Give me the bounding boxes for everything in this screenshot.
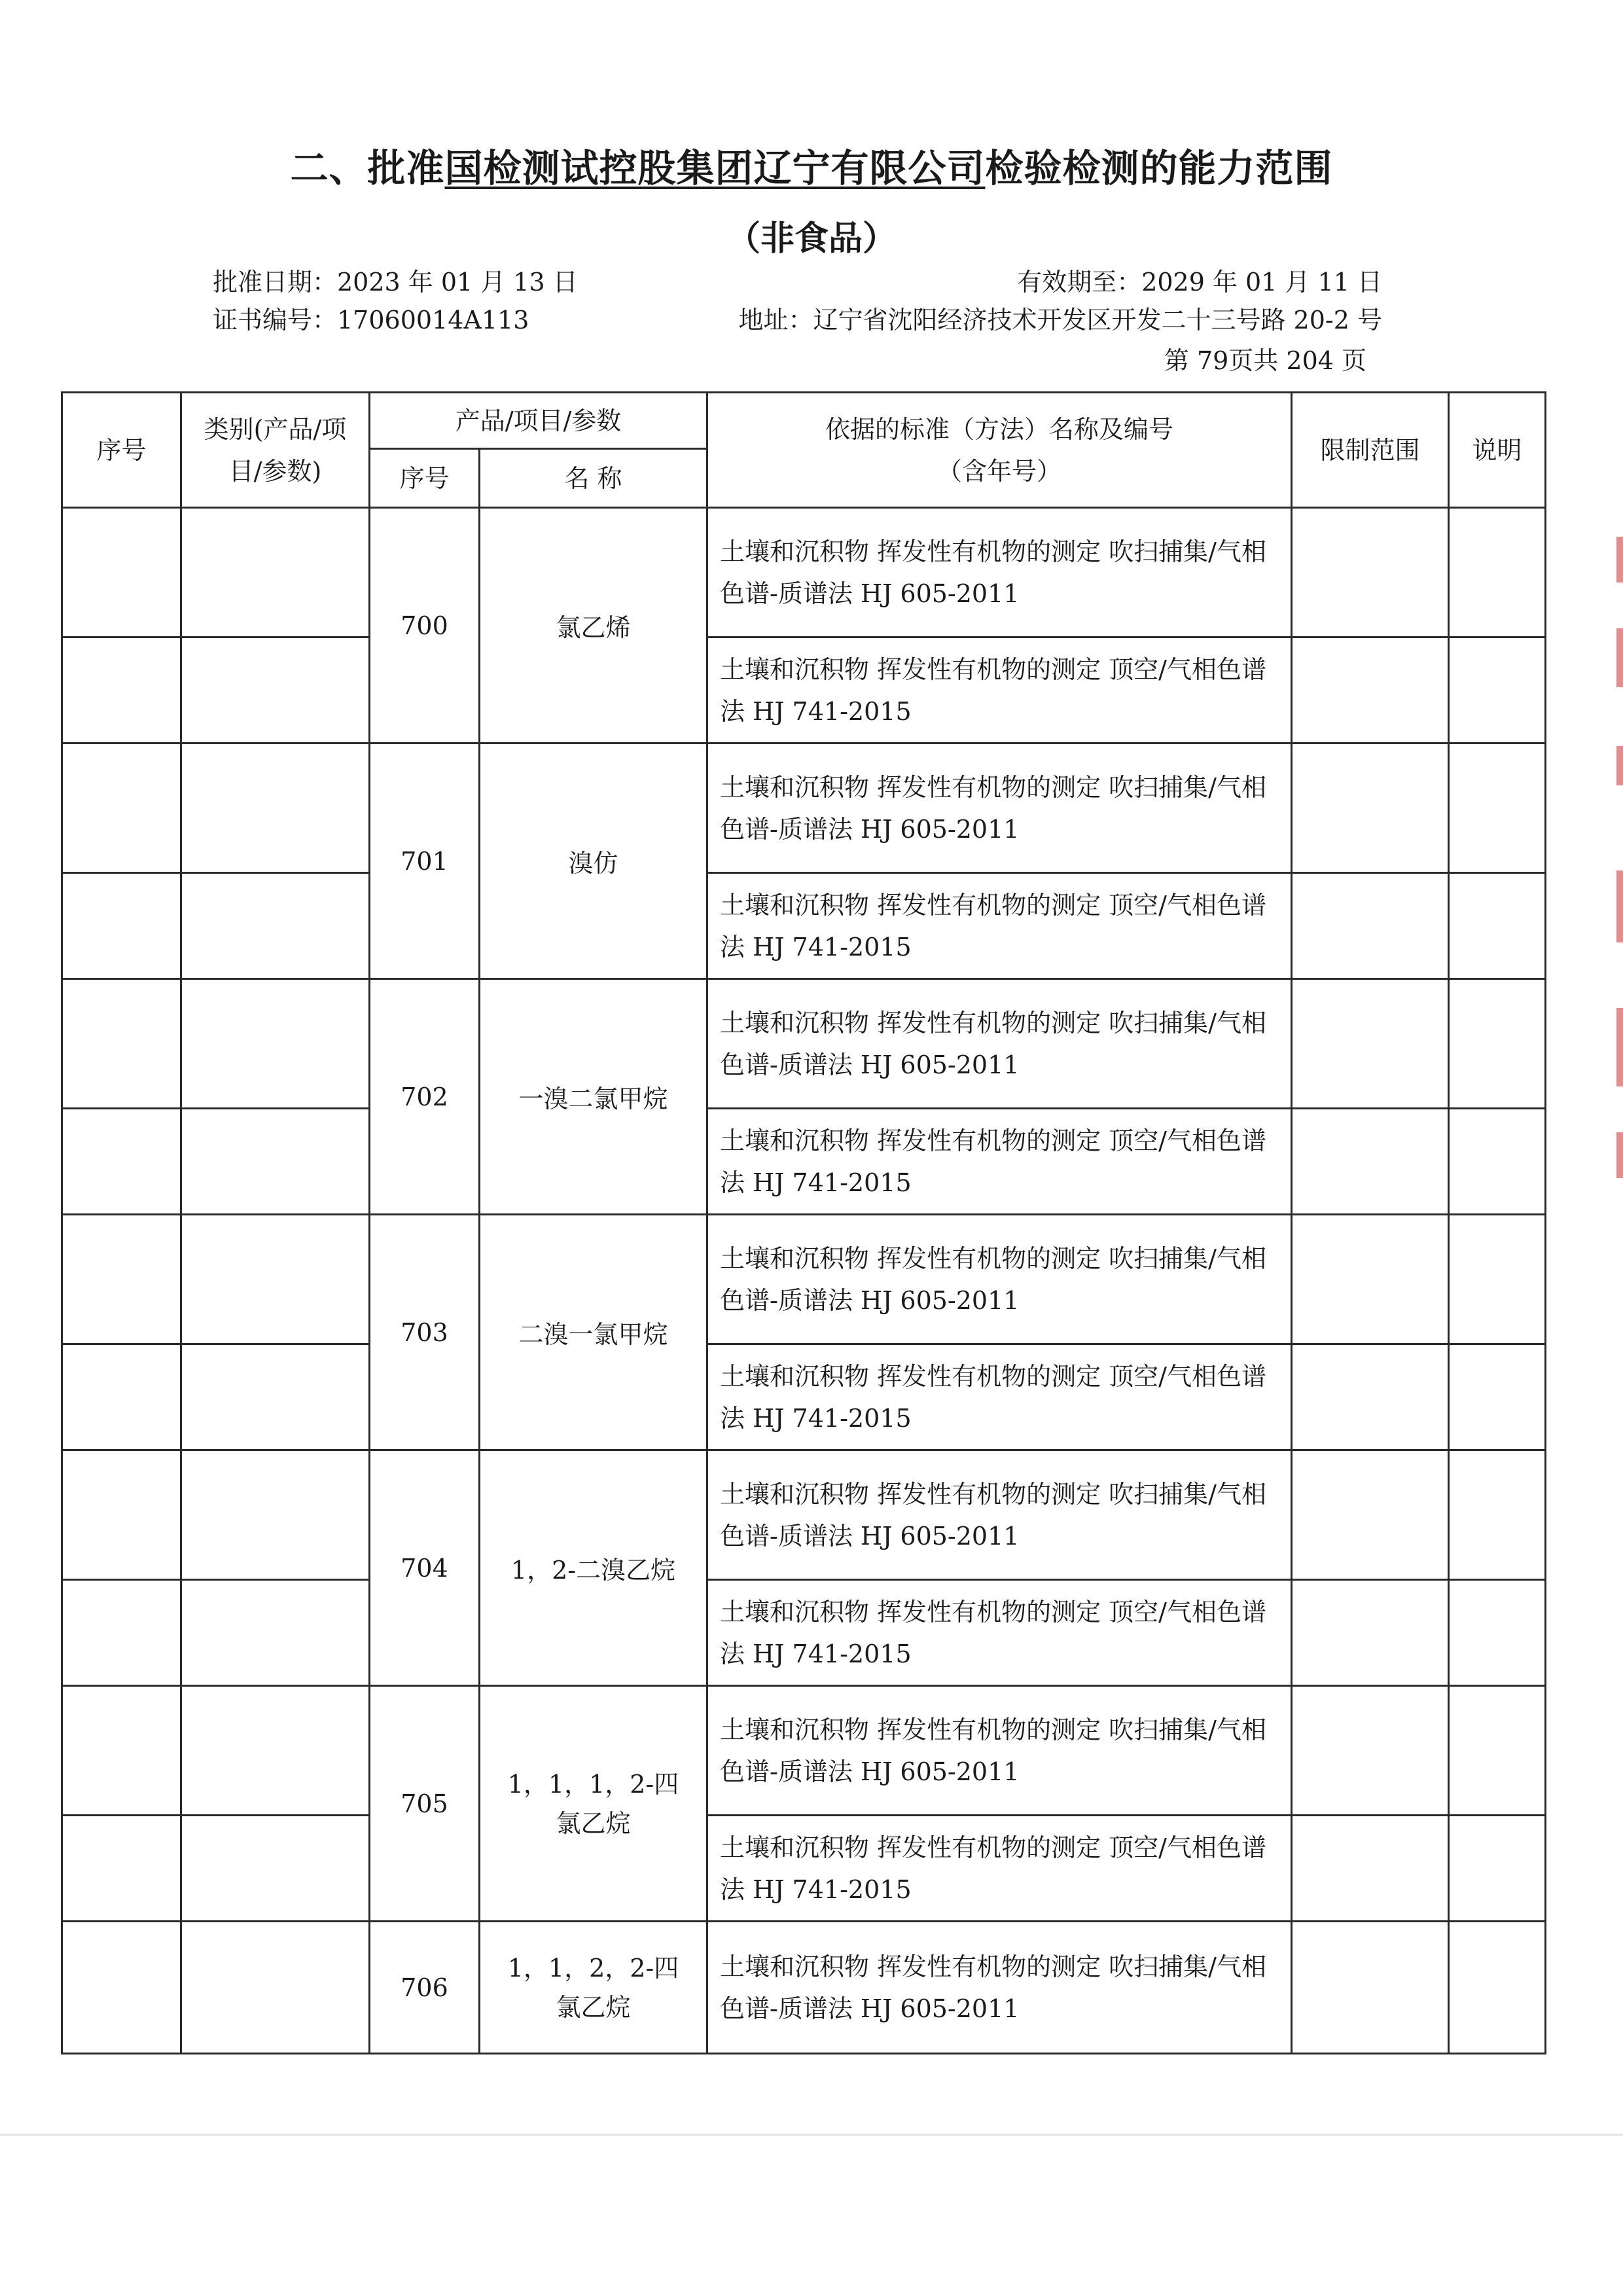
table-row (62, 979, 1546, 1109)
empty-cell (62, 1816, 181, 1922)
header-product-seq: 序号 (370, 449, 480, 508)
seal-edge-mark (1616, 746, 1623, 785)
empty-cell (1449, 979, 1546, 1109)
empty-cell (62, 1450, 181, 1580)
certificate-number: 证书编号：17060014A113 (213, 306, 529, 334)
empty-cell (62, 1686, 181, 1816)
standard-method: 土壤和沉积物 挥发性有机物的测定 吹扫捕集/气相色谱-质谱法 HJ 605-2011 (707, 1450, 1292, 1580)
table-row (62, 1922, 1546, 2054)
empty-cell (1449, 873, 1546, 979)
empty-cell (62, 1922, 181, 2054)
empty-cell (1292, 637, 1449, 744)
standard-method: 土壤和沉积物 挥发性有机物的测定 吹扫捕集/气相色谱-质谱法 HJ 605-2011 (707, 1686, 1292, 1816)
empty-cell (1292, 1450, 1449, 1580)
table-row (62, 1686, 1546, 1816)
header-product-name: 名 称 (480, 449, 707, 508)
standard-method: 土壤和沉积物 挥发性有机物的测定 吹扫捕集/气相色谱-质谱法 HJ 605-2011 (707, 1215, 1292, 1344)
table-row (62, 873, 1546, 979)
empty-cell (62, 1580, 181, 1686)
standard-method: 土壤和沉积物 挥发性有机物的测定 顶空/气相色谱法 HJ 741-2015 (707, 637, 1292, 744)
empty-cell (181, 508, 370, 637)
table-row (62, 637, 1546, 744)
empty-cell (181, 1215, 370, 1344)
empty-cell (1292, 1686, 1449, 1816)
item-seq: 705 (370, 1686, 480, 1922)
seal-edge-mark (1616, 870, 1623, 942)
table-row (62, 1580, 1546, 1686)
empty-cell (1449, 1450, 1546, 1580)
empty-cell (1292, 1922, 1449, 2054)
item-seq: 706 (370, 1922, 480, 2054)
standard-method: 土壤和沉积物 挥发性有机物的测定 顶空/气相色谱法 HJ 741-2015 (707, 873, 1292, 979)
empty-cell (1449, 1686, 1546, 1816)
empty-cell (62, 1344, 181, 1450)
empty-cell (1292, 744, 1449, 873)
empty-cell (181, 1450, 370, 1580)
item-seq: 700 (370, 508, 480, 744)
standard-method: 土壤和沉积物 挥发性有机物的测定 吹扫捕集/气相色谱-质谱法 HJ 605-2011 (707, 1922, 1292, 2054)
standard-method: 土壤和沉积物 挥发性有机物的测定 吹扫捕集/气相色谱-质谱法 HJ 605-2011 (707, 744, 1292, 873)
empty-cell (1292, 1215, 1449, 1344)
empty-cell (181, 744, 370, 873)
header-standard: 依据的标准（方法）名称及编号（含年号） (707, 393, 1292, 508)
table-row (62, 744, 1546, 873)
item-seq: 703 (370, 1215, 480, 1450)
empty-cell (1292, 873, 1449, 979)
seal-edge-mark (1616, 537, 1623, 583)
empty-cell (1449, 1215, 1546, 1344)
empty-cell (62, 1109, 181, 1215)
title-suffix: 检验检测的能力范围 (985, 146, 1333, 190)
seal-edge-mark (1616, 1132, 1623, 1178)
document-subtitle: （非食品） (726, 219, 897, 259)
scan-edge-line (0, 2134, 1623, 2136)
header-limit: 限制范围 (1292, 393, 1449, 508)
table-row (62, 1450, 1546, 1580)
empty-cell (181, 1344, 370, 1450)
item-seq: 702 (370, 979, 480, 1215)
empty-cell (1449, 1816, 1546, 1922)
empty-cell (1292, 1344, 1449, 1450)
item-name: 溴仿 (480, 744, 707, 979)
standard-method: 土壤和沉积物 挥发性有机物的测定 吹扫捕集/气相色谱-质谱法 HJ 605-2011 (707, 979, 1292, 1109)
empty-cell (181, 1922, 370, 2054)
empty-cell (181, 637, 370, 744)
capability-table (61, 391, 1546, 2054)
header-seq: 序号 (62, 393, 181, 508)
standard-method: 土壤和沉积物 挥发性有机物的测定 顶空/气相色谱法 HJ 741-2015 (707, 1816, 1292, 1922)
table-row (62, 1344, 1546, 1450)
table-row (62, 1109, 1546, 1215)
empty-cell (1292, 979, 1449, 1109)
empty-cell (62, 1215, 181, 1344)
table-row (62, 1816, 1546, 1922)
title-prefix: 二、批准 (290, 146, 445, 190)
empty-cell (62, 979, 181, 1109)
table-row (62, 508, 1546, 637)
empty-cell (62, 508, 181, 637)
empty-cell (181, 873, 370, 979)
empty-cell (1292, 508, 1449, 637)
seal-edge-mark (1616, 628, 1623, 687)
approval-date: 批准日期：2023 年 01 月 13 日 (213, 268, 578, 296)
item-name: 1，2-二溴乙烷 (480, 1450, 707, 1686)
item-name: 二溴一氯甲烷 (480, 1215, 707, 1450)
empty-cell (1449, 637, 1546, 744)
item-seq: 704 (370, 1450, 480, 1686)
standard-method: 土壤和沉积物 挥发性有机物的测定 顶空/气相色谱法 HJ 741-2015 (707, 1109, 1292, 1215)
seal-edge-mark (1616, 1008, 1623, 1086)
empty-cell (1449, 1922, 1546, 2054)
valid-until: 有效期至：2029 年 01 月 11 日 (1017, 268, 1382, 296)
title-organization: 国检测试控股集团辽宁有限公司 (444, 146, 986, 190)
empty-cell (62, 637, 181, 744)
header-note: 说明 (1449, 393, 1546, 508)
empty-cell (1292, 1580, 1449, 1686)
standard-method: 土壤和沉积物 挥发性有机物的测定 顶空/气相色谱法 HJ 741-2015 (707, 1344, 1292, 1450)
standard-method: 土壤和沉积物 挥发性有机物的测定 吹扫捕集/气相色谱-质谱法 HJ 605-2011 (707, 508, 1292, 637)
empty-cell (181, 1816, 370, 1922)
item-name: 1，1，2，2-四氯乙烷 (480, 1922, 707, 2054)
empty-cell (1449, 1109, 1546, 1215)
address: 地址：辽宁省沈阳经济技术开发区开发二十三号路 20-2 号 (738, 306, 1382, 334)
table-row (62, 1215, 1546, 1344)
empty-cell (1449, 744, 1546, 873)
empty-cell (181, 1686, 370, 1816)
header-category: 类别(产品/项目/参数) (181, 393, 370, 508)
empty-cell (62, 744, 181, 873)
header-product-group: 产品/项目/参数 (370, 393, 707, 449)
empty-cell (1449, 1344, 1546, 1450)
item-seq: 701 (370, 744, 480, 979)
empty-cell (1292, 1109, 1449, 1215)
item-name: 氯乙烯 (480, 508, 707, 744)
document-title (0, 137, 1623, 192)
empty-cell (1449, 1580, 1546, 1686)
empty-cell (62, 873, 181, 979)
empty-cell (181, 979, 370, 1109)
empty-cell (1449, 508, 1546, 637)
item-name: 1，1，1，2-四氯乙烷 (480, 1686, 707, 1922)
standard-method: 土壤和沉积物 挥发性有机物的测定 顶空/气相色谱法 HJ 741-2015 (707, 1580, 1292, 1686)
empty-cell (181, 1109, 370, 1215)
empty-cell (1292, 1816, 1449, 1922)
empty-cell (181, 1580, 370, 1686)
item-name: 一溴二氯甲烷 (480, 979, 707, 1215)
page-number: 第 79页共 204 页 (1164, 346, 1366, 375)
